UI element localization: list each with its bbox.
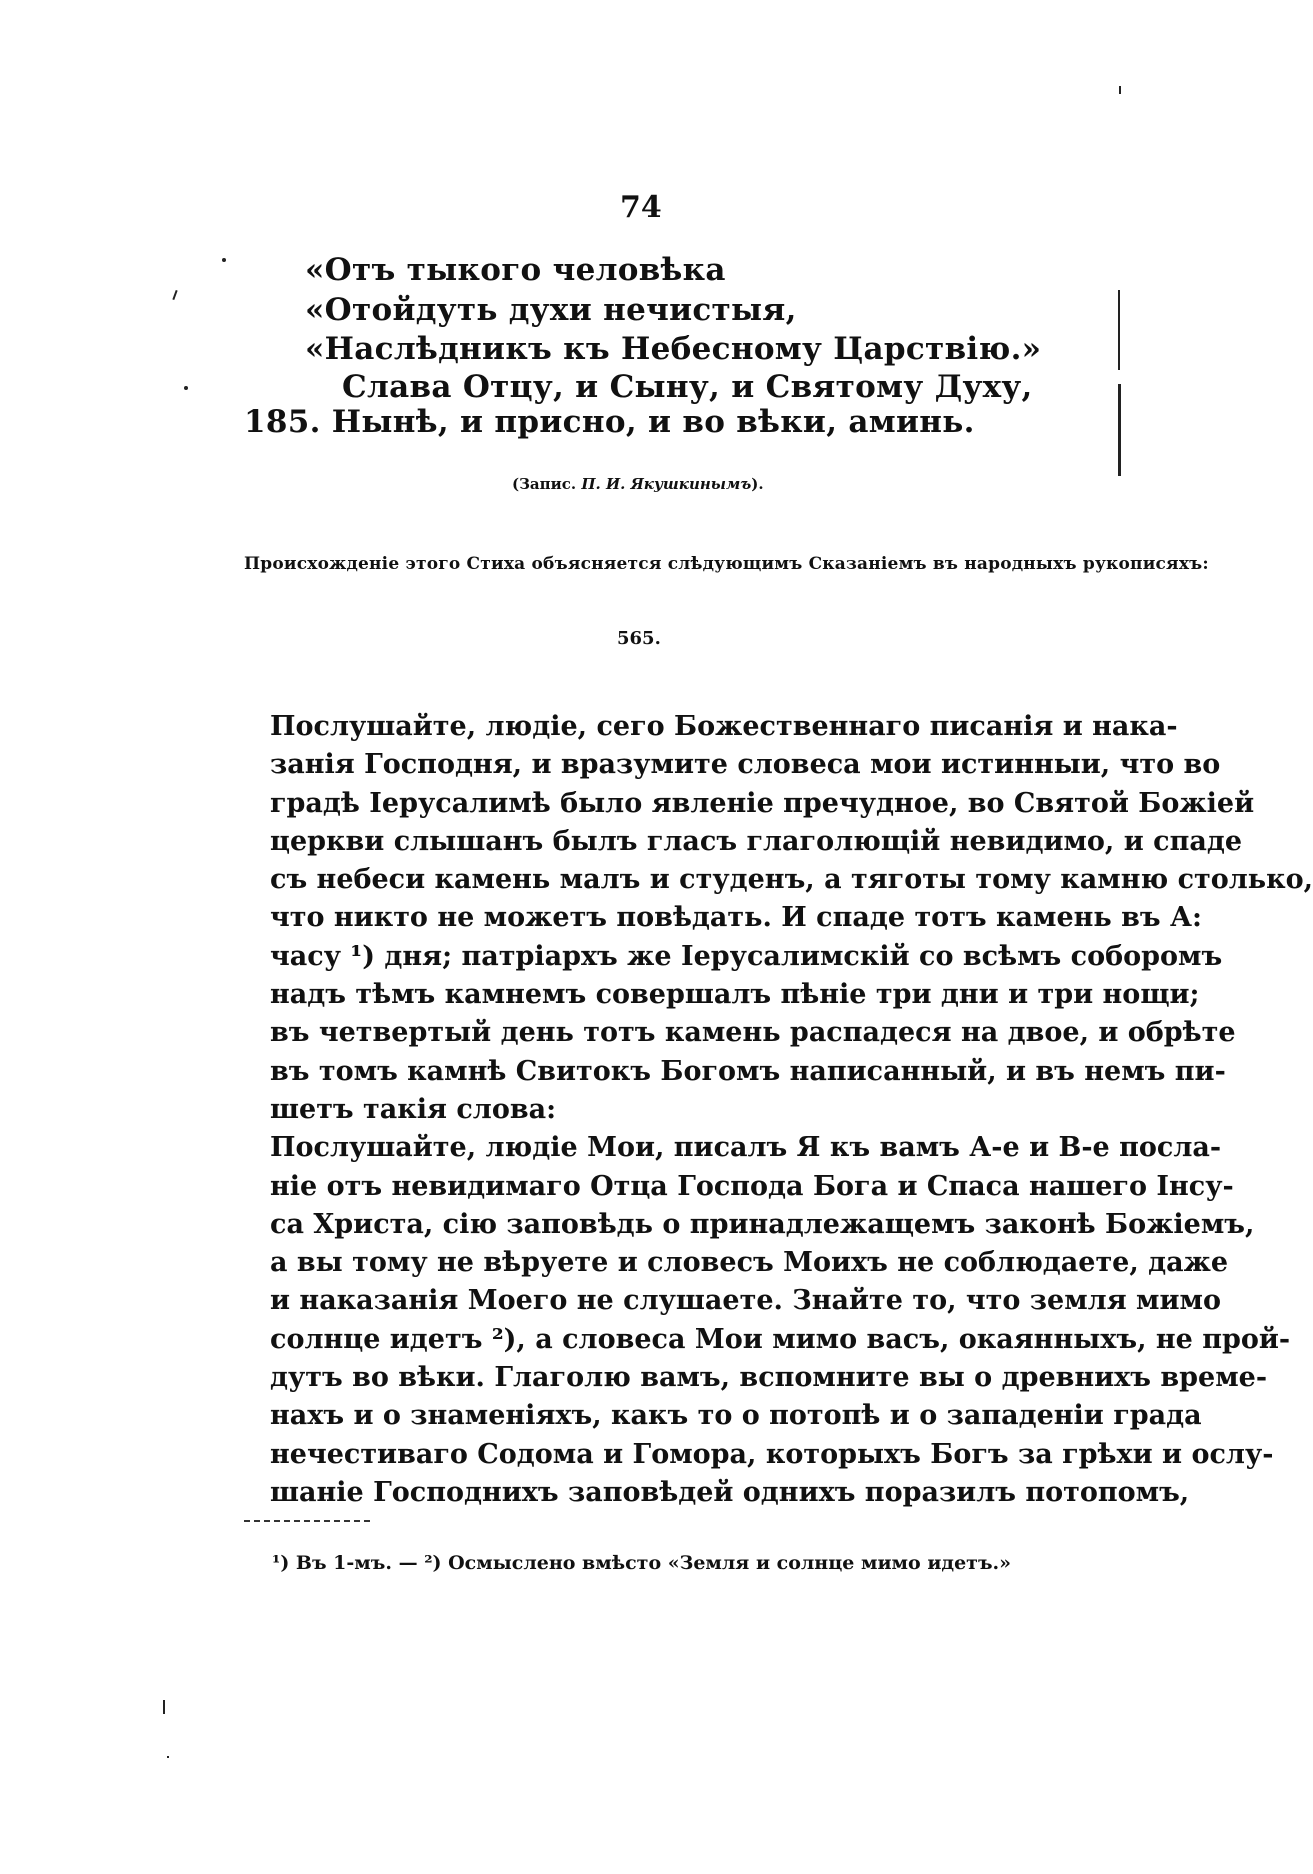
prose-line: са Христа, сію заповѣдь о принадлежащемъ законѣ Божіемъ,	[270, 1208, 1255, 1240]
editorial-note: Происхожденіе этого Стиха объясняется слѣдующимъ Сказаніемъ въ народныхъ рукописяхъ:	[244, 554, 1209, 574]
prose-line: а вы тому не вѣруете и словесъ Моихъ не соблюдаете, даже	[270, 1247, 1229, 1279]
verse-line: «Отойдуть духи нечистыя,	[305, 292, 797, 328]
prose-line: нахъ и о знаменіяхъ, какъ то о потопѣ и о западеніи града	[270, 1400, 1202, 1432]
prose-line: шетъ такія слова:	[270, 1093, 557, 1125]
prose-line: и наказанія Моего не слушаете. Знайте то, что земля мимо	[270, 1285, 1221, 1317]
scan-edge-mark	[1119, 86, 1121, 94]
attribution-prefix: (Запис.	[512, 475, 577, 493]
attribution-suffix: ).	[751, 475, 764, 493]
prose-line: занія Господня, и вразумите словеса мои истинныи, что во	[270, 749, 1221, 781]
prose-line: съ небеси камень малъ и студенъ, а тяготы тому камню столько,	[270, 864, 1313, 896]
prose-line: что никто не можетъ повѣдать. И спаде тотъ камень въ А:	[270, 902, 1202, 934]
page-number: 74	[620, 190, 662, 225]
scan-speck	[184, 386, 188, 390]
scan-speck	[222, 258, 226, 262]
prose-line: Послушайте, людіе, сего Божественнаго писанія и нака-	[270, 711, 1178, 742]
scan-speck	[167, 1756, 169, 1758]
attribution-name: П. И. Якушкинымъ	[581, 475, 752, 493]
prose-line: церкви слышанъ былъ гласъ глаголющій невидимо, и спаде	[270, 825, 1243, 857]
prose-line: градѣ Іерусалимѣ было явленіе пречудное, во Святой Божіей	[270, 787, 1255, 819]
verse-line: «Наслѣдникъ къ Небесному Царствію.»	[305, 331, 1042, 367]
prose-line: нечестиваго Содома и Гомора, которыхъ Богъ за грѣхи и ослу-	[270, 1438, 1274, 1470]
prose-line: ніе отъ невидимаго Отца Господа Бога и Спаса нашего Інсу-	[270, 1170, 1234, 1202]
prose-body	[270, 708, 1313, 1512]
verse-line-numbered: 185. Нынѣ, и присно, и во вѣки, аминь.	[244, 404, 975, 440]
prose-line: Послушайте, людіе Мои, писалъ Я къ вамъ А-е и В-е посла-	[270, 1132, 1222, 1164]
scan-speck	[163, 1700, 165, 1714]
scan-edge-mark	[1118, 384, 1121, 476]
prose-line: въ четвертый день тотъ камень распадеся на двое, и обрѣте	[270, 1017, 1236, 1049]
scan-speck	[172, 290, 177, 300]
prose-line: часу ¹) дня; патріархъ же Іерусалимскій со всѣмъ соборомъ	[270, 940, 1223, 972]
prose-line: въ томъ камнѣ Свитокъ Богомъ написанный, и въ немъ пи-	[270, 1055, 1226, 1087]
footnote-divider	[244, 1520, 370, 1522]
verse-line: «Отъ тыкого человѣка	[305, 252, 726, 288]
verse-line: Слава Отцу, и Сыну, и Святому Духу,	[342, 369, 1033, 405]
item-number: 565.	[617, 628, 661, 649]
prose-line: солнце идетъ ²), а словеса Мои мимо васъ, окаянныхъ, не прой-	[270, 1323, 1291, 1355]
prose-line: надъ тѣмъ камнемъ совершалъ пѣніе три дни и три нощи;	[270, 979, 1200, 1011]
prose-line: дутъ во вѣки. Глаголю вамъ, вспомните вы о древнихъ време-	[270, 1362, 1268, 1394]
attribution	[512, 475, 764, 493]
prose-line: шаніе Господнихъ заповѣдей однихъ поразилъ потопомъ,	[270, 1476, 1190, 1508]
footnote: ¹) Въ 1-мъ. — ²) Осмыслено вмѣсто «Земля и солнце мимо идетъ.»	[272, 1552, 1012, 1574]
scan-edge-mark	[1118, 290, 1120, 370]
